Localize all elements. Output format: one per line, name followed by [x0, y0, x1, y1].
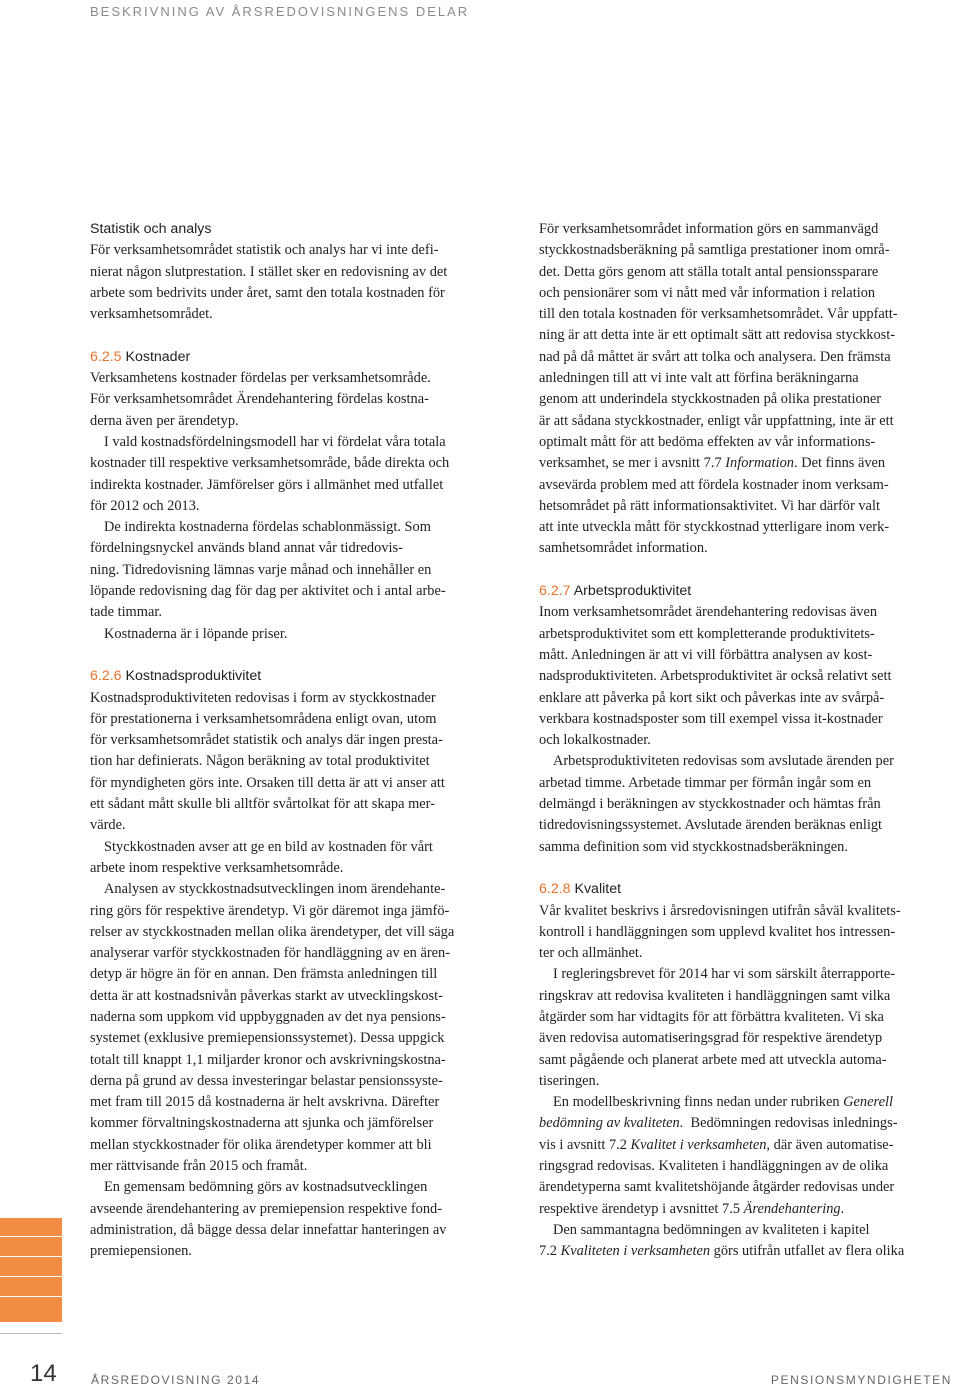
italic-reference: Ärendehantering — [743, 1200, 841, 1217]
text-line — [539, 1241, 954, 1262]
text-line: ning är att detta inte är ett optimalt sätt att redovisa styckkost- — [539, 327, 896, 344]
text-run: görs utifrån utfallet av flera olika — [710, 1243, 905, 1260]
text-line: derna även per ärendetyp. — [90, 412, 239, 429]
text-line: till den totala kostnaden för verksamhetsområdet. Vår uppfatt- — [539, 306, 898, 323]
paragraph — [90, 517, 514, 623]
text-line: Arbetsproduktiviteten redovisas som avslutade ärenden per — [553, 753, 894, 770]
section-heading-6-2-6 — [90, 666, 514, 687]
text-line: detta är att kostnadsnivån påverkas starkt av utvecklingskost- — [90, 987, 443, 1004]
text-line: För verksamhetsområdet Ärendehantering fördelas kostna- — [90, 391, 429, 408]
text-line: Den sammantagna bedömningen av kvaliteten i kapitel — [553, 1221, 870, 1238]
paragraph — [90, 368, 514, 432]
text-run: En modellbeskrivning finns nedan under rubriken — [553, 1094, 844, 1111]
section-title: Kostnadsproduktivitet — [121, 668, 262, 685]
italic-reference: Kvalitet i verksamheten — [630, 1136, 767, 1153]
footer-divider — [0, 1333, 62, 1334]
text-line: delmängd i beräkningen av styckkostnader och hämtas från — [539, 796, 881, 813]
text-line — [539, 1113, 954, 1134]
text-line: hetsområdet på rätt informationsaktivitet. Vi har därför valt — [539, 497, 880, 514]
stripe-divider — [0, 1276, 62, 1277]
text-line: Inom verksamhetsområdet ärendehantering redovisas även — [539, 604, 878, 621]
text-run: . Bedömningen redovisas inlednings- — [679, 1115, 898, 1132]
text-line: genom att underindela styckkostnaden på olika prestationer — [539, 391, 882, 408]
section-heading-6-2-5 — [90, 347, 514, 368]
paragraph — [539, 602, 954, 751]
text-line: tidredovisningssystemet. Avslutade ärenden beräknas enligt — [539, 817, 883, 834]
text-line: Kostnadsproduktiviteten redovisas i form av styckkostnader — [90, 689, 436, 706]
right-column — [539, 219, 954, 1263]
text-line: relser av styckkostnaden mellan olika ärendetyper, det vill säga — [90, 923, 455, 940]
text-line — [539, 1092, 954, 1113]
spacer — [90, 645, 514, 666]
text-line: avseende ärendehantering av premiepension respektive fond- — [90, 1200, 443, 1217]
text-run: . Det finns även — [794, 455, 886, 472]
section-title: Kvalitet — [570, 881, 622, 898]
orange-decoration-block — [0, 1218, 62, 1322]
text-line: ring görs för respektive ärendetyp. Vi gör däremot inga jämfö- — [90, 902, 450, 919]
text-line — [539, 1135, 954, 1156]
section-number: 6.2.6 — [90, 668, 122, 685]
section-title: Kostnader — [121, 348, 191, 365]
section-number: 6.2.7 — [539, 583, 571, 600]
text-line: att inte utveckla mått för styckkostnad ytterligare inom verk- — [539, 519, 890, 536]
text-line: arbetad timme. Arbetade timmar per förmån ingår som en — [539, 774, 872, 791]
text-line: samma definition som vid styckkostnadsberäkningen. — [539, 838, 848, 855]
text-line: nierat någon slutprestation. I stället sker en redovisning av det — [90, 263, 448, 280]
footer-organization: PENSIONSMYNDIGHETEN — [770, 1373, 952, 1387]
text-line — [539, 453, 954, 474]
text-run: 7.2 — [539, 1243, 561, 1260]
paragraph — [539, 751, 954, 857]
section-number: 6.2.5 — [90, 348, 122, 365]
text-line: Verksamhetens kostnader fördelas per verksamhetsområde. — [90, 370, 431, 387]
text-line: kommer förvaltningskostnaderna att sjunka och jämförelser — [90, 1115, 434, 1132]
text-line: ett sådant mått skulle bli alltför svårtolkat för att skapa mer- — [90, 796, 435, 813]
spacer — [539, 560, 954, 581]
page-number: 14 — [30, 1360, 57, 1387]
italic-reference: Kvaliteten i verksamheten — [560, 1243, 711, 1260]
text-line: samt pågående och planerat arbete med att utveckla automa- — [539, 1051, 887, 1068]
text-line: Analysen av styckkostnadsutvecklingen inom ärendehante- — [104, 881, 446, 898]
text-line: I vald kostnadsfördelningsmodell har vi fördelat våra totala — [104, 433, 446, 450]
text-line: det. Detta görs genom att ställa totalt antal pensionssparare — [539, 263, 879, 280]
paragraph — [90, 837, 514, 880]
stripe-divider — [0, 1236, 62, 1237]
spacer — [90, 325, 514, 346]
text-line: åtgärder som har vidtagits för att förbättra kvaliteten. Vi ska — [539, 1008, 884, 1025]
text-line: och lokalkostnader. — [539, 732, 651, 749]
text-line: och pensionärer som vi nått med vår information i relation — [539, 284, 876, 301]
text-line: löpande redovisning dag för dag per aktivitet och i antal arbe- — [90, 583, 446, 600]
text-run: verksamhet, se mer i avsnitt 7.7 — [539, 455, 726, 472]
statistik-paragraph — [90, 240, 514, 325]
text-line: De indirekta kostnaderna fördelas schablonmässigt. Som — [104, 519, 431, 536]
text-line: avsevärda problem med att fördela kostnader inom verksam- — [539, 476, 889, 493]
text-run: respektive ärendetyp i avsnittet 7.5 — [539, 1200, 744, 1217]
stripe-divider — [0, 1256, 62, 1257]
text-line: även redovisa automatiseringsgrad för respektive ärendetyp — [539, 1030, 883, 1047]
spacer — [539, 858, 954, 879]
text-line: mellan styckkostnader för olika ärendetyper kommer att bli — [90, 1136, 432, 1153]
left-column — [90, 219, 514, 1263]
text-line: styckkostnadsberäkning på samtliga prestationer inom områ- — [539, 242, 890, 259]
information-paragraph — [539, 219, 954, 560]
text-run: . — [840, 1200, 845, 1217]
text-line: naderna som uppkom vid uppbyggnaden av det nya pensions- — [90, 1008, 446, 1025]
text-line: arbetsproduktivitet som ett kompletterande produktivitets- — [539, 625, 875, 642]
paragraph — [539, 901, 954, 965]
italic-reference: bedömning av kvaliteten — [539, 1115, 680, 1132]
text-line: ringsgrad redovisas. Kvaliteten i handläggningen av de olika — [539, 1158, 889, 1175]
stripe-divider — [0, 1296, 62, 1297]
text-line: optimalt mått för att bedöma effekten av vår informations- — [539, 433, 876, 450]
paragraph — [539, 964, 954, 1092]
text-line: fördelningsnyckel används bland annat vår tidredovis- — [90, 540, 403, 557]
text-line: Vår kvalitet beskrivs i årsredovisningen utifrån såväl kvalitets- — [539, 902, 901, 919]
text-line: ter och allmänhet. — [539, 945, 643, 962]
text-line: tiseringen. — [539, 1072, 600, 1089]
section-heading-6-2-8 — [539, 879, 954, 900]
paragraph — [90, 1177, 514, 1262]
text-line: ringskrav att redovisa kvaliteten i handläggningen samt vilka — [539, 987, 891, 1004]
text-line: En gemensam bedömning görs av kostnadsutvecklingen — [104, 1179, 428, 1196]
text-line: för myndigheten görs inte. Orsaken till detta är att vi anser att — [90, 774, 445, 791]
text-line: Styckkostnaden avser att ge en bild av kostnaden för vårt — [104, 838, 433, 855]
text-line: nadsproduktiviteten. Arbetsproduktivitet är också relativt sett — [539, 668, 892, 685]
italic-reference: Information — [725, 455, 795, 472]
text-line: För verksamhetsområdet information görs en sammanvägd — [539, 221, 879, 237]
text-line: verksamhetsområdet. — [90, 306, 213, 323]
text-line: analyserar varför styckkostnaden för handläggning av en ären- — [90, 945, 451, 962]
italic-reference: Generell — [843, 1094, 893, 1111]
paragraph — [90, 688, 514, 837]
text-line: systemet (exklusive premiepensionssystemet). Dessa uppgick — [90, 1030, 445, 1047]
text-line: arbete som bedrivits under året, samt den totala kostnaden för — [90, 284, 445, 301]
text-line: indirekta kostnader. Jämförelser görs i allmänhet med utfallet — [90, 476, 444, 493]
text-line: premiepensionen. — [90, 1243, 192, 1260]
text-line: för prestationerna i verksamhetsområdena enligt ovan, utom — [90, 710, 437, 727]
text-run: , där även automatise- — [766, 1136, 894, 1153]
text-line: met fram till 2015 då kostnaderna är helt avskrivna. Därefter — [90, 1094, 440, 1111]
text-line: för 2012 och 2013. — [90, 497, 200, 514]
text-line: derna på grund av dessa investeringar belastar pensionssyste- — [90, 1072, 443, 1089]
text-line: arbete inom respektive verksamhetsområde. — [90, 859, 344, 876]
text-line: värde. — [90, 817, 126, 834]
text-line: anledningen till att vi inte valt att förfina beräkningarna — [539, 370, 859, 387]
running-header: BESKRIVNING AV ÅRSREDOVISNINGENS DELAR — [90, 4, 470, 19]
text-line: enklare att påverka på kort sikt och påverkas inte av svårpå- — [539, 689, 885, 706]
paragraph — [90, 624, 514, 645]
text-line: kontroll i handläggningen som upplevd kvalitet hos intressen- — [539, 923, 896, 940]
text-run: vis i avsnitt 7.2 — [539, 1136, 631, 1153]
text-line: är att sådana styckkostnader, enligt vår uppfattning, inte är ett — [539, 412, 894, 429]
text-line: Kostnaderna är i löpande priser. — [104, 625, 288, 642]
section-title: Arbetsproduktivitet — [570, 583, 692, 600]
text-line: för verksamhetsområdet statistik och analys där ingen presta- — [90, 732, 443, 749]
text-line — [539, 1199, 954, 1220]
text-line: verkbara kostnadsposter som till exempel vissa it-kostnader — [539, 710, 883, 727]
text-line: samhetsområdet information. — [539, 540, 708, 557]
text-line: mer rättvisande från 2015 och framåt. — [90, 1158, 308, 1175]
paragraph — [539, 1092, 954, 1220]
text-line: tion har definierats. Någon beräkning av total produktivitet — [90, 753, 430, 770]
section-number: 6.2.8 — [539, 881, 571, 898]
text-line: ning. Tidredovisning lämnas varje månad och innehåller en — [90, 561, 432, 578]
paragraph — [539, 1220, 954, 1263]
text-line: detyp är högre än för en annan. Den främsta anledningen till — [90, 966, 438, 983]
text-line: administration, då bägge dessa delar innefattar hanteringen av — [90, 1221, 447, 1238]
text-line: tade timmar. — [90, 604, 162, 621]
text-line: totalt till knappt 1,1 miljarder kronor och avskrivningskostna- — [90, 1051, 446, 1068]
text-line: mått. Anledningen är att vi vill förbättra analysen av kost- — [539, 646, 873, 663]
statistik-heading: Statistik och analys — [90, 221, 212, 237]
text-line: kostnader till respektive verksamhetsområde, både direkta och — [90, 455, 450, 472]
text-line: nad på då måttet är svårt att tolka och analysera. Den främsta — [539, 348, 891, 365]
text-line: I regleringsbrevet för 2014 har vi som särskilt återrapporte- — [553, 966, 896, 983]
section-heading-6-2-7 — [539, 581, 954, 602]
footer-publication: ÅRSREDOVISNING 2014 — [91, 1373, 261, 1387]
paragraph — [90, 879, 514, 1177]
paragraph — [90, 432, 514, 517]
text-line: För verksamhetsområdet statistik och analys har vi inte defi- — [90, 242, 439, 259]
text-line: ärendetyperna samt kvalitetshöjande åtgärder redovisas under — [539, 1179, 895, 1196]
